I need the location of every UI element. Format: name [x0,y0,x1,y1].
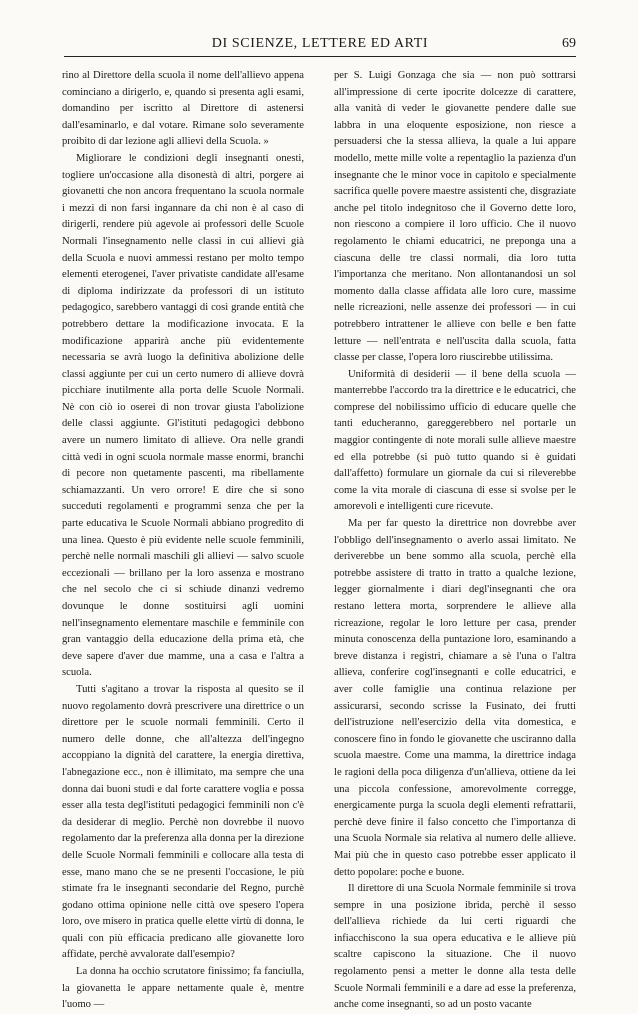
paragraph: Ma per far questo la direttrice non dovrebbe aver l'obbligo dell'insegnamento o averlo assai limitato. Ne deriverebbe un bene sommo alla scuola, perchè ella potrebbe assistere di tratto in tratto a qualche lezione, legger giornalmente i diari degl'insegnanti che ora restano lettera morta, sorprendere le allieve alla ricreazione, regolar le loro letture per casa, prender minuta conoscenza della puntazione loro, esaminando a breve distanza i registri, chiamare a sè l'una o l'altra allieva, conferire cogl'insegnanti e colle educatrici, e aver colle famiglie una continua relazione per assicurarsi, secondo scrisse la Fusinato, dei frutti dell'istruzione nell'esercizio della vita domestica, e conoscere fino in fondo le giovanette che usciranno dalla scuola maestre. Come una mamma, la direttrice indaga le ragioni della poca diligenza d'un'allieva, ottiene da lei una piccola confessione, amorevolmente corregge, energicamente purga la scuola degli elementi refrattarii, perchè deve finire il falso concetto che l'importanza di una Scuola Normale sia relativa al numero delle allieve. Mai più che in questo caso potrebbe esser applicato il detto popolare: poche e buone. [334,518,576,878]
paragraph: Uniformità di desiderii — il bene della scuola — manterrebbe l'accordo tra la direttrice e le educatrici, che comprese del nobilissimo ufficio di educare quelle che tanti educheranno, gareggerebbero nel portarle un maggior contingente di note morali sulle allieve maestre ed ella potrebbe (si può tutto quando si è guidati dall'affetto) formulare un giornale da cui si rileverebbe come la vita morale di ciascuna di esse si svolse per le amorevoli e intelligenti cure ricevute. [334,368,576,513]
paragraph: per S. Luigi Gonzaga che sia — non può sottrarsi all'impressione di certe ipocrite dolcezze di carattere, alla vanità di veder le giovanette pendere dalle sue labbra in una eloquente esposizione, non riesce a persuadersi che la stessa allieva, la quale a lui appare modello, mette mille volte a repentaglio la pazienza d'un insegnante che le minor voce in capitolo e specialmente sacrifica quelle povere maestre assistenti che, disgraziate anche pel titolo indegnitoso che il Governo dette loro, non riescono a compiere il loro ufficio. Che il nuovo regolamento le chiami educatrici, ne preponga una a ciascuna delle tre classi normali, dia loro tutta l'importanza che meritano. Non allontanandosi un sol momento dalla classe affidata alle loro cure, massime nelle ricreazioni, nelle assenze dei professori — in cui potrebbero intrattener le allieve con belle e ben fatte letture — nell'entrata e nell'uscita dalla scuola, fatta classe per classe, l'opera loro riuscirebbe utilissima. [334,70,576,364]
running-header [64,34,576,57]
right-column [334,68,576,1014]
paragraph: rino al Direttore della scuola il nome dell'allievo appena cominciano a dirigerlo, e, quando si presenta agli esami, domandino per iscritto al Direttore di astenersi dall'esaminarlo, e dal votare. Rimane solo severamente proibito di dar lezione agli allievi della Scuola. » [62,70,304,148]
paragraph: La donna ha occhio scrutatore finissimo; fa fanciulla, la giovanetta le appare nettamente quale è, mentre l'uomo — [62,966,304,1011]
paragraph: Migliorare le condizioni degli insegnanti onesti, togliere un'occasione alla disonestà di altri, porgere ai giovanetti che non ancora frequentano la scuola normale i mezzi di non farsi ingannare da chi non è al caso di dirigerli, rendere più agevole ai professori delle Scuole Normali l'insegnamento nelle classi in cui allievi già della Scuola e nuovi ammessi restano per molto tempo elementi eterogenei, l'aver privatiste candidate all'esame di diploma indirizzate da professori di un istituto pedagogico, sarebbero vantaggi di così grande entità che potrebbero dettare la modificazione invocata. E la modificazione apparirà anche più evidentemente necessaria se avrà luogo la definitiva abolizione delle classi aggiunte per cui un certo numero di allieve dovrà picchiare inutilmente alla porta delle Scuole Normali. Nè con ciò io oserei di non trovar giusta l'abolizione delle classi aggiunte. Gl'istituti pedagogici debbono avere un numero limitato di allieve. Ora nelle grandi città vedi in ogni scuola normale masse enormi, branchi di pecore non quetamente pascenti, ma ribellamente schiamazzanti. Un vero orrore! E dire che si sono succeduti regolamenti e programmi senza che per la parte educativa le Scuole Normali abbiano progredito di una linea. Questo è più evidente nelle scuole femminili, perchè nelle normali maschili gli allievi — salvo scuole eccezionali — brillano per la loro assenza e mostrano che nel secolo che ci si schiude dinanzi vedremo dovunque le donne sostituirsi agli uomini nell'insegnamento elementare maschile e femminile con gran vantaggio della educazione della prima età, che deve sapere d'aver due mamme, una a casa e l'altra a scuola. [62,152,304,679]
left-column [62,68,304,1014]
page-number: 69 [562,36,576,51]
running-header-title: DI SCIENZE, LETTERE ED ARTI [211,36,429,51]
paragraph: Tutti s'agitano a trovar la risposta al quesito se il nuovo regolamento dovrà prescrivere una direttrice o un direttore per le scuole normali femminili. Certo il numero delle donne, che all'altezza dell'ingegno accoppiano la dignità del carattere, la energia direttiva, l'abnegazione ecc., non è illimitato, ma sempre che una donna dai buoni studi e dal forte carattere voglia e possa esser alla testa degl'istituti pedagogici femminili non c'è da desiderar di meglio. Perchè non dovrebbe il nuovo regolamento dar la preferenza alla donna per la direzione delle Scuole Normali femminili e collocare alla testa di esse, mano mano che se ne presenti l'occasione, le più stimate fra le insegnanti secondarie del Regno, purchè godano ottima opinione nelle città ove spesero l'opera loro, ove misero in pratica quelle elette virtù di donna, le quali con più efficacia predicano alle giovanette loro affidate, perchè avvalorate dall'esempio? [62,683,304,961]
paragraph: Il direttore di una Scuola Normale femminile si trova sempre in una posizione ibrida, perchè il sesso dell'allieva richiede da lui certi riguardi che infiacchiscono la sua opera educativa e le allieve più scaltre capiscono la situazione. Che il nuovo regolamento pensi a metter le donne alla testa delle Scuole Normali femminili e a dare ad esse la preferenza, anche come insegnanti, so ad un posto vacante [334,883,576,1011]
